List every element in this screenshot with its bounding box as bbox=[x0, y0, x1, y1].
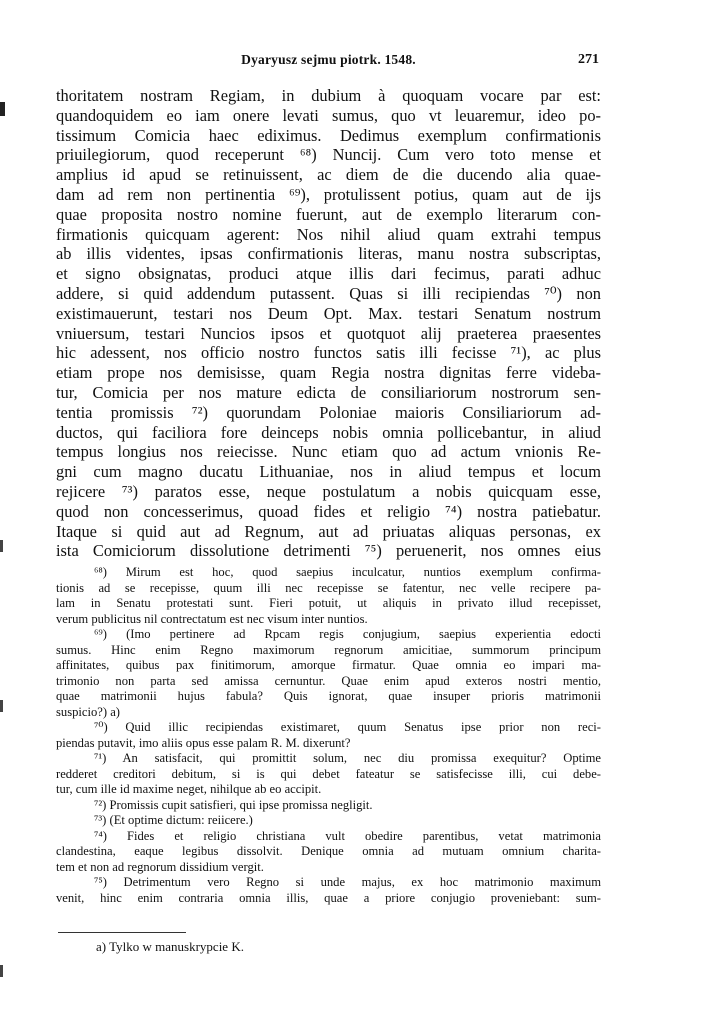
footnote-line: ⁶⁹) (Imo pertinere ad Rpcam regis conjugium, saepius experientia edocti bbox=[94, 627, 601, 641]
body-line: ductos, qui faciliora fore deinceps nobis omnia pollicebantur, in aliud bbox=[56, 422, 601, 442]
body-line: vniuersum, testari Nuncios ipsos et quotquot alij praeterea praesentes bbox=[56, 323, 601, 343]
body-line: et signo obsignatas, produci atque illis dari fecimus, parati adhuc bbox=[56, 264, 601, 284]
footnote-line: ⁶⁸) Mirum est hoc, quod saepius inculcatur, nuntios exemplum confirma- bbox=[94, 565, 601, 579]
body-line: existimauerunt, testari nos Deum Opt. Max. testari Senatum nostrum bbox=[56, 303, 601, 323]
body-line: hic adessent, nos officio nostro functos satis illi fecisse ⁷¹), ac plus bbox=[56, 343, 601, 363]
editor-note: a) Tylko w manuskrypcie K. bbox=[96, 939, 244, 954]
page-header bbox=[56, 52, 601, 72]
body-line: ista Comiciorum dissolutione detrimenti ⁷⁵) peruenerit, nos omnes eius bbox=[56, 541, 601, 561]
footnote-line: venit, hinc enim contraria omnia illis, quae a priore conjugio proveniebant: sum- bbox=[56, 890, 601, 905]
footnote-line: ⁷¹) An satisfacit, qui promittit solum, nec diu promissa exequitur? Optime bbox=[94, 751, 601, 765]
body-line: amplius id apud se retinuissent, ac diem de die ducendo alia quae- bbox=[56, 165, 601, 185]
body-line: tissimum Comicia haec ediximus. Dedimus exemplum confirmationis bbox=[56, 125, 601, 145]
footnote-line: sumus. Hinc enim Regno maximorum regnorum amicitiae, summorum principum bbox=[56, 642, 601, 657]
footnote-line: ⁷³) (Et optime dictum: reiicere.) bbox=[94, 813, 253, 827]
margin-tick bbox=[0, 965, 3, 977]
scan-edge-mark bbox=[0, 102, 5, 116]
body-line: dam ad rem non pertinentia ⁶⁹), protulissent potius, quam aut de ijs bbox=[56, 184, 601, 204]
body-line: firmationis quicquam agerent: Nos nihil aliud quam extrahi tempus bbox=[56, 224, 601, 244]
body-line: quae proposita nostro nomine fuerunt, aut de exemplo literarum con- bbox=[56, 204, 601, 224]
body-line: rejicere ⁷³) paratos esse, neque postulatum a nobis quicquam esse, bbox=[56, 481, 601, 501]
body-line: Itaque si quid aut ad Regnum, aut ad priuatas aliquas personas, ex bbox=[56, 521, 601, 541]
footnote-line: ⁷⁰) Quid illic recipiendas existimaret, quum Senatus ipse prior non reci- bbox=[94, 720, 601, 734]
body-line: etiam prope nos demisisse, quam Regia nostra dignitas ferre videba- bbox=[56, 363, 601, 383]
body-line: tentia promissis ⁷²) quorundam Poloniae maioris Consiliariorum ad- bbox=[56, 402, 601, 422]
body-line: quod non concesserimus, quoad fides et religio ⁷⁴) nostra patiebatur. bbox=[56, 501, 601, 521]
page-number: 271 bbox=[578, 52, 599, 67]
footnote-line: piendas putavit, imo aliis opus esse palam R. M. dixerunt? bbox=[56, 735, 351, 750]
footnote-line: trimonio non parta sed amissa cernuntur. Quae enim apud exteros nostri mentio, bbox=[56, 673, 601, 688]
footnote-line: tionis ad se recepisse, quum illi nec recepisse se fatentur, nec velle recipere pa- bbox=[56, 580, 601, 595]
footnote-line: verum publicitus nil contrectatum est nec visum inter nuntios. bbox=[56, 611, 368, 626]
footnotes bbox=[56, 565, 601, 906]
footnote-rule bbox=[58, 932, 186, 933]
body-line: quandoquidem eo iam onere levati sumus, quo vt leuaremur, ideo po- bbox=[56, 105, 601, 125]
footnote-line: affinitates, quibus pax finitimorum, amorque firmatur. Quae omnia eo impari ma- bbox=[56, 658, 601, 672]
body-line: thoritatem nostram Regiam, in dubium à quoquam vocare par est: bbox=[56, 86, 601, 105]
body-line: tempus longius nos reiecisse. Nunc etiam quo ad actum vnionis Re- bbox=[56, 442, 601, 462]
footnote-line: suspicio?) a) bbox=[56, 704, 120, 719]
footnote-line: ⁷⁴) Fides et religio christiana vult obedire parentibus, vetat matrimonia bbox=[94, 828, 601, 843]
body-line: gni cum magno ducatu Lithuaniae, nos in aliud tempus et locum bbox=[56, 462, 601, 482]
footnote-line: redderet creditori debitum, si is qui debet fateatur se satisfecisse illi, cui debe- bbox=[56, 766, 601, 781]
body-line: ab illis videntes, ipsas confirmationis literas, manu nostra subscriptas, bbox=[56, 244, 601, 264]
body-line: addere, si quid addendum putassent. Quas si illi recipiendas ⁷⁰) non bbox=[56, 283, 601, 303]
running-title: Dyaryusz sejmu piotrk. 1548. bbox=[241, 52, 416, 67]
footnote-line: lam in Senatu protestati sunt. Fieri potuit, ut aliquis in privato illud recepisset, bbox=[56, 596, 601, 610]
footnote-line: clandestina, eaque legibus dissolvit. Denique omnia ad mutuam omnium charita- bbox=[56, 844, 601, 858]
body-line: priuilegiorum, quod receperunt ⁶⁸) Nuncij. Cum vero toto mense et bbox=[56, 145, 601, 165]
footnote-line: ⁷²) Promissis cupit satisfieri, qui ipse promissa negligit. bbox=[94, 797, 373, 812]
footnote-line: quae matrimonii hujus fabula? Quis ignorat, quae insuper prioris matrimonii bbox=[56, 689, 601, 703]
footnote-line: ⁷⁵) Detrimentum vero Regno si unde majus, ex hoc matrimonio maximum bbox=[94, 875, 601, 889]
margin-tick bbox=[0, 700, 3, 712]
footnote-line: tur, cum ille id maxime neget, nihilque ab eo accipit. bbox=[56, 782, 322, 796]
body-line: tur, Comicia per nos mature edicta de consiliariorum nostrorum sen- bbox=[56, 382, 601, 402]
footnote-line: tem et non ad regnorum dissidium vergit. bbox=[56, 859, 264, 874]
margin-tick bbox=[0, 540, 3, 552]
main-text bbox=[56, 86, 601, 561]
